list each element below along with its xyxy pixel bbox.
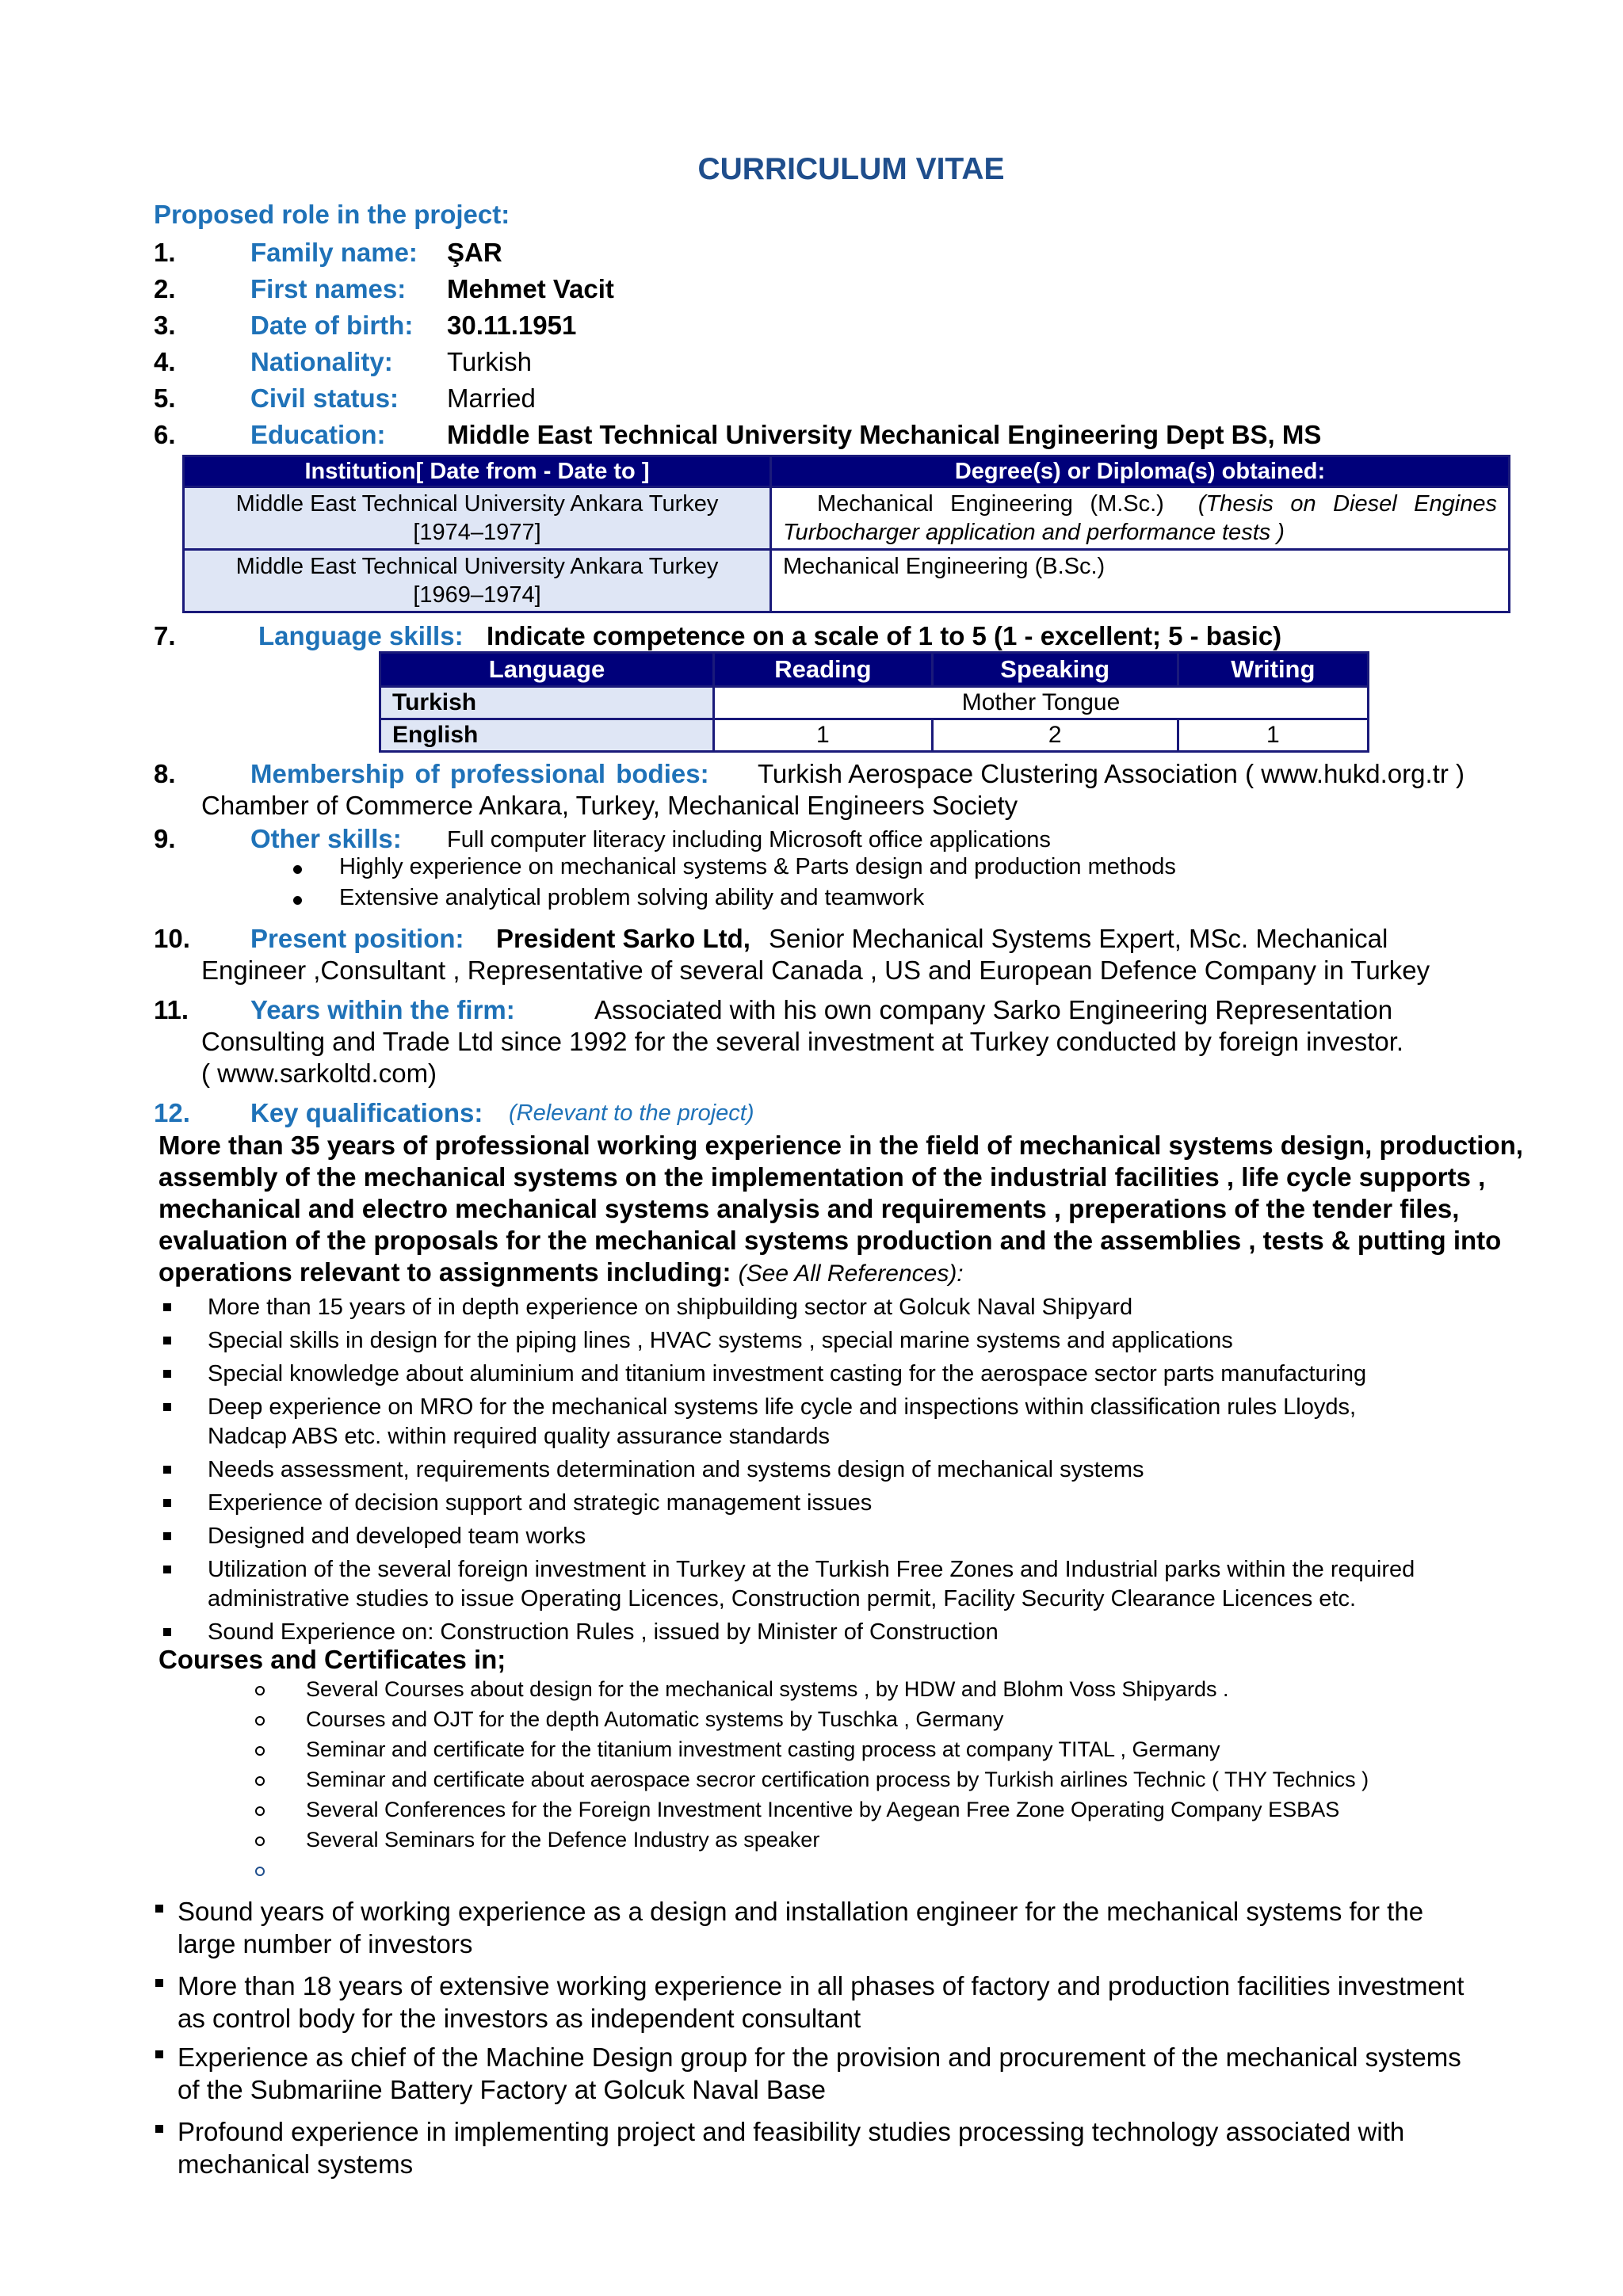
degree-cell — [771, 487, 1510, 550]
circle-bullet-icon — [255, 1746, 265, 1756]
institution-name: Middle East Technical University Ankara Turkey — [235, 554, 719, 579]
firm-line2: Consulting and Trade Ltd since 1992 for the several investment at Turkey conducted by foreign investor. — [201, 1027, 1404, 1056]
bullet-icon — [293, 865, 302, 874]
field-number: 4. — [154, 347, 176, 376]
field-number: 8. — [154, 759, 176, 788]
square-bullet-icon — [155, 2125, 163, 2133]
experience-item — [178, 1895, 1423, 1960]
field-label: Family name: — [250, 238, 418, 267]
degree-name: Mechanical Engineering (B.Sc.) — [783, 554, 1106, 579]
firm-line1: Associated with his own company Sarko Engineering Representation — [594, 995, 1393, 1024]
experience-line: Experience as chief of the Machine Design group for the provision and procurement of the mechanical systems — [178, 2042, 1461, 2072]
field-number: 9. — [154, 824, 176, 853]
present-position-row — [0, 924, 1623, 955]
qualification-item: Sound Experience on: Construction Rules , issued by Minister of Construction — [208, 1619, 999, 1645]
position-line1: Senior Mechanical Systems Expert, MSc. Mechanical — [769, 924, 1388, 953]
square-bullet-icon — [155, 2050, 163, 2058]
qualification-item-continued: administrative studies to issue Operating Licences, Construction permit, Facility Security Clearance Licences etc. — [208, 1586, 1357, 1611]
field-number: 12. — [154, 1098, 190, 1127]
language-skills-row — [0, 621, 1623, 653]
experience-line: More than 18 years of extensive working experience in all phases of factory and production facilities investment — [178, 1971, 1465, 2000]
reading-score: 1 — [714, 719, 933, 752]
circle-bullet-icon — [255, 1716, 265, 1726]
course-item: Several Seminars for the Defence Industry as speaker — [306, 1828, 820, 1852]
field-first-names — [0, 274, 1623, 306]
paragraph-text: More than 35 years of professional working experience in the field of mechanical systems design, production, assembly of the mechanical systems on the implementation of the industrial facilities , life cycle supports , mechanical and electro mechanical systems analysis and requirements , preperations of the tender files, evaluation of the proposals for the mechanical systems production and the assemblies , tests & putting into operations relevant to assignments including: — [158, 1131, 1523, 1287]
table-header: Institution[ Date from - Date to ] — [184, 456, 771, 487]
field-value: Turkish — [447, 347, 532, 376]
square-bullet-icon — [163, 1499, 171, 1507]
field-civil-status — [0, 383, 1623, 415]
membership-line1: Turkish Aerospace Clustering Association ( www.hukd.org.tr ) — [758, 759, 1465, 788]
field-label: Date of birth: — [250, 311, 414, 340]
course-item: Several Courses about design for the mechanical systems , by HDW and Blohm Voss Shipyards . — [306, 1677, 1229, 1701]
table-row — [184, 487, 1510, 550]
writing-score: 1 — [1178, 719, 1368, 752]
institution-dates: [1969–1974] — [413, 582, 541, 608]
field-number: 3. — [154, 311, 176, 340]
square-bullet-icon — [163, 1566, 171, 1573]
experience-line: as control body for the investors as independent consultant — [178, 2004, 861, 2033]
field-label: Nationality: — [250, 347, 393, 376]
circle-bullet-icon — [255, 1806, 265, 1816]
membership-line2: Chamber of Commerce Ankara, Turkey, Mechanical Engineers Society — [201, 791, 1018, 820]
square-bullet-icon — [155, 1979, 163, 1987]
qualification-item: Special knowledge about aluminium and titanium investment casting for the aerospace sector parts manufacturing — [208, 1361, 1367, 1386]
table-header: Reading — [714, 653, 933, 687]
field-label: First names: — [250, 274, 407, 303]
course-item: Seminar and certificate for the titanium investment casting process at company TITAL , Germany — [306, 1737, 1220, 1761]
square-bullet-icon — [163, 1370, 171, 1378]
circle-bullet-icon — [255, 1686, 265, 1695]
qualification-item: Designed and developed team works — [208, 1524, 586, 1549]
square-bullet-icon — [163, 1403, 171, 1411]
square-bullet-icon — [163, 1337, 171, 1344]
qualification-item: Deep experience on MRO for the mechanical systems life cycle and inspections within classification rules Lloyds, — [208, 1394, 1357, 1420]
field-number: 6. — [154, 420, 176, 449]
field-label: Education: — [250, 420, 386, 449]
institution-cell — [184, 487, 771, 550]
experience-item — [178, 2041, 1461, 2106]
field-number: 10. — [154, 924, 190, 953]
skill-bullet: Highly experience on mechanical systems & Parts design and production methods — [339, 854, 1176, 879]
course-item: Seminar and certificate about aerospace secror certification process by Turkish airlines Technic ( THY Technics ) — [306, 1768, 1369, 1791]
experience-item — [178, 2115, 1404, 2180]
field-education — [0, 420, 1623, 452]
field-family-name — [0, 238, 1623, 269]
qualification-item: Experience of decision support and strategic management issues — [208, 1490, 873, 1516]
field-label: Years within the firm: — [250, 995, 515, 1024]
education-table — [182, 455, 1510, 613]
field-nationality — [0, 347, 1623, 379]
bullet-icon — [293, 896, 302, 905]
table-header: Speaking — [932, 653, 1178, 687]
qualification-item-continued: Nadcap ABS etc. within required quality assurance standards — [208, 1424, 831, 1449]
language-table — [379, 651, 1369, 753]
table-row — [184, 550, 1510, 612]
field-label: Membership of professional bodies: — [250, 759, 709, 788]
field-label: Present position: — [250, 924, 464, 953]
key-qualifications-row — [0, 1098, 1623, 1130]
circle-bullet-icon — [255, 1867, 265, 1876]
experience-line: of the Submariine Battery Factory at Golcuk Naval Base — [178, 2075, 827, 2104]
proposed-role-label: Proposed role in the project: — [154, 200, 510, 229]
square-bullet-icon — [163, 1628, 171, 1636]
circle-bullet-icon — [255, 1836, 265, 1846]
firm-line3: ( www.sarkoltd.com) — [201, 1058, 437, 1088]
membership-row — [0, 759, 1623, 791]
experience-item — [178, 1970, 1464, 2035]
course-item: Several Conferences for the Foreign Investment Incentive by Aegean Free Zone Operating Company ESBAS — [306, 1798, 1340, 1821]
field-value: Mehmet Vacit — [447, 274, 614, 303]
degree-name: Mechanical Engineering (M.Sc.) — [816, 491, 1164, 517]
field-number: 7. — [154, 621, 176, 650]
qualification-item: Utilization of the several foreign investment in Turkey at the Turkish Free Zones and Industrial parks within the required — [208, 1557, 1415, 1582]
field-number: 11. — [154, 995, 189, 1024]
circle-bullet-icon — [255, 1776, 265, 1786]
field-number: 2. — [154, 274, 176, 303]
field-value: ŞAR — [447, 238, 502, 267]
table-header: Writing — [1178, 653, 1368, 687]
see-all-note: (See All References): — [738, 1261, 964, 1287]
other-skills-row — [0, 824, 1623, 856]
field-date-of-birth — [0, 311, 1623, 342]
field-value: Married — [447, 383, 536, 413]
skill-bullet: Extensive analytical problem solving ability and teamwork — [339, 885, 925, 910]
field-number: 5. — [154, 383, 176, 413]
institution-name: Middle East Technical University Ankara Turkey — [235, 491, 719, 517]
key-qualifications-paragraph — [158, 1130, 1537, 1290]
qualification-item: Special skills in design for the piping lines , HVAC systems , special marine systems and applications — [208, 1328, 1233, 1353]
square-bullet-icon — [155, 1905, 163, 1913]
table-row — [380, 719, 1369, 752]
table-header: Language — [380, 653, 714, 687]
square-bullet-icon — [163, 1466, 171, 1474]
degree-cell — [771, 550, 1510, 612]
field-label: Language skills: — [258, 621, 464, 650]
degree-note: (Thesis on Diesel Engines Turbocharger application and performance tests ) — [783, 491, 1497, 545]
field-label: Other skills: — [250, 824, 402, 853]
square-bullet-icon — [163, 1303, 171, 1311]
experience-line: Sound years of working experience as a design and installation engineer for the mechanical systems for the — [178, 1897, 1424, 1926]
experience-line: Profound experience in implementing project and feasibility studies processing technology associated with — [178, 2117, 1405, 2146]
language-description: Indicate competence on a scale of 1 to 5 (1 - excellent; 5 - basic) — [487, 621, 1282, 650]
square-bullet-icon — [163, 1532, 171, 1540]
field-value: 30.11.1951 — [447, 311, 577, 340]
table-header: Degree(s) or Diploma(s) obtained: — [771, 456, 1510, 487]
institution-cell — [184, 550, 771, 612]
experience-line: large number of investors — [178, 1929, 473, 1958]
field-label: Civil status: — [250, 383, 399, 413]
position-title: President Sarko Ltd, — [496, 924, 750, 953]
qualification-item: Needs assessment, requirements determination and systems design of mechanical systems — [208, 1457, 1144, 1482]
qualification-item: More than 15 years of in depth experience on shipbuilding sector at Golcuk Naval Shipyard — [208, 1295, 1133, 1320]
experience-line: mechanical systems — [178, 2149, 414, 2179]
language-name: Turkish — [380, 687, 714, 719]
years-within-firm-row — [0, 995, 1623, 1027]
other-skills-value: Full computer literacy including Microsoft office applications — [447, 827, 1051, 852]
language-name: English — [380, 719, 714, 752]
field-value: Middle East Technical University Mechanical Engineering Dept BS, MS — [447, 420, 1322, 449]
speaking-score: 2 — [932, 719, 1178, 752]
table-row — [380, 687, 1369, 719]
institution-dates: [1974–1977] — [413, 520, 541, 545]
courses-heading: Courses and Certificates in; — [158, 1645, 506, 1674]
key-qualifications-note: (Relevant to the project) — [509, 1100, 754, 1126]
field-number: 1. — [154, 238, 176, 267]
language-level: Mother Tongue — [714, 687, 1369, 719]
page-title: CURRICULUM VITAE — [697, 152, 1005, 186]
field-label: Key qualifications: — [250, 1098, 483, 1127]
position-line2: Engineer ,Consultant , Representative of several Canada , US and European Defence Company in Turkey — [201, 955, 1430, 985]
course-item: Courses and OJT for the depth Automatic systems by Tuschka , Germany — [306, 1707, 1004, 1731]
